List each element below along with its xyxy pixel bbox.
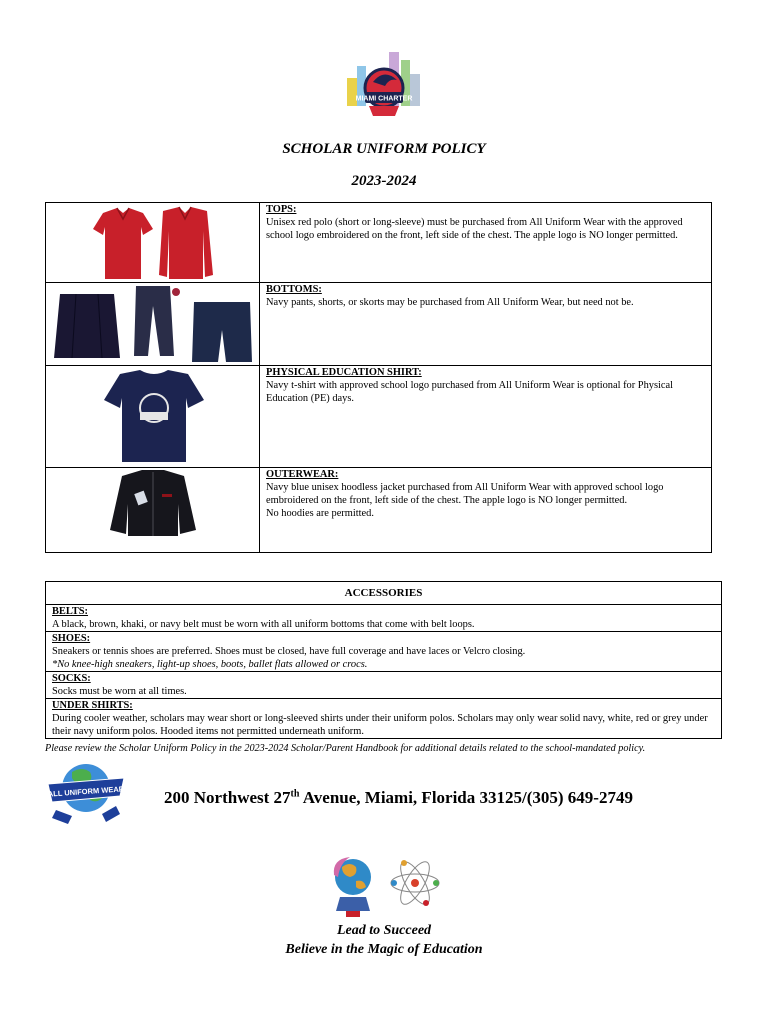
table-row [46,283,712,366]
address-superscript: th [290,788,300,800]
table-row [46,699,722,739]
belts-heading: BELTS: [52,606,89,617]
atom-icon [388,853,442,913]
globe-mascot-icon [328,853,378,919]
pe-heading: PHYSICAL EDUCATION SHIRT: [266,367,422,378]
table-row [46,672,722,699]
pe-image-cell [46,366,260,468]
red-polo-image [91,205,216,281]
table-row [46,203,712,283]
table-row [46,632,722,672]
table-row [46,582,722,605]
pe-description [260,366,712,468]
all-uniform-wear-logo [46,758,126,828]
table-row [46,605,722,632]
motto-line-2: Believe in the Magic of Education [285,942,483,957]
shoes-cell [46,632,722,672]
undershirts-text: During cooler weather, scholars may wear short or long-sleeved shirts under their uniform polos. Scholars may only wear solid navy, white, red or grey under their navy uniform polos. Hooded items not permitted underneath uniform. [52,713,708,737]
review-note: Please review the Scholar Uniform Policy in the 2023-2024 Scholar/Parent Handbook for additional details related to the school-mandated policy. [45,743,646,754]
address-part-1: 200 Northwest 27 [164,788,291,807]
school-logo [343,48,425,124]
socks-cell [46,672,722,699]
tops-description [260,203,712,283]
bottoms-text: Navy pants, shorts, or skorts may be purchased from All Uniform Wear, but need not be. [266,297,634,308]
shoes-note: *No knee-high sneakers, light-up shoes, boots, ballet flats allowed or crocs. [52,659,368,670]
bottoms-image-cell [46,283,260,366]
black-jacket-image [108,470,198,536]
navy-pe-shirt-image [102,368,206,464]
navy-bottoms-image [52,286,257,364]
outerwear-image-cell [46,468,260,553]
shoes-heading: SHOES: [52,633,91,644]
tops-image-cell [46,203,260,283]
belts-cell [46,605,722,632]
outerwear-text-2: No hoodies are permitted. [266,508,374,519]
vendor-logo-text: ALL UNIFORM WEAR [47,784,125,799]
accessories-table [45,581,722,739]
bottoms-heading: BOTTOMS: [266,284,322,295]
school-address [164,788,633,808]
tops-text: Unisex red polo (short or long-sleeve) must be purchased from All Uniform Wear with the approved school logo embroidered on the front, left side of the chest. The apple logo is NO longer permitted. [266,217,683,241]
accessories-header: ACCESSORIES [46,582,722,605]
outerwear-text: Navy blue unisex hoodless jacket purchased from All Uniform Wear with approved school logo embroidered on the front, left side of the chest. The apple logo is NO longer permitted. [266,482,664,506]
pe-text: Navy t-shirt with approved school logo purchased from All Uniform Wear is optional for Physical Education (PE) days. [266,380,674,404]
belts-text: A black, brown, khaki, or navy belt must be worn with all uniform bottoms that come with belt loops. [52,619,475,630]
socks-heading: SOCKS: [52,673,91,684]
uniform-items-table [45,202,712,553]
undershirts-heading: UNDER SHIRTS: [52,700,133,711]
bottoms-description [260,283,712,366]
page-title: SCHOLAR UNIFORM POLICY [282,141,486,157]
shoes-text: Sneakers or tennis shoes are preferred. Shoes must be closed, have full coverage and have laces or Velcro closing. [52,646,526,657]
motto-line-1: Lead to Succeed [336,923,432,938]
school-logo-text: MIAMI CHARTER [355,95,413,103]
undershirts-cell [46,699,722,739]
school-year: 2023-2024 [351,173,417,189]
outerwear-heading: OUTERWEAR: [266,469,339,480]
socks-text: Socks must be worn at all times. [52,686,187,697]
table-row [46,366,712,468]
table-row [46,468,712,553]
address-part-2: Avenue, Miami, Florida 33125/(305) 649-2749 [299,788,633,807]
outerwear-description [260,468,712,553]
tops-heading: TOPS: [266,204,297,215]
